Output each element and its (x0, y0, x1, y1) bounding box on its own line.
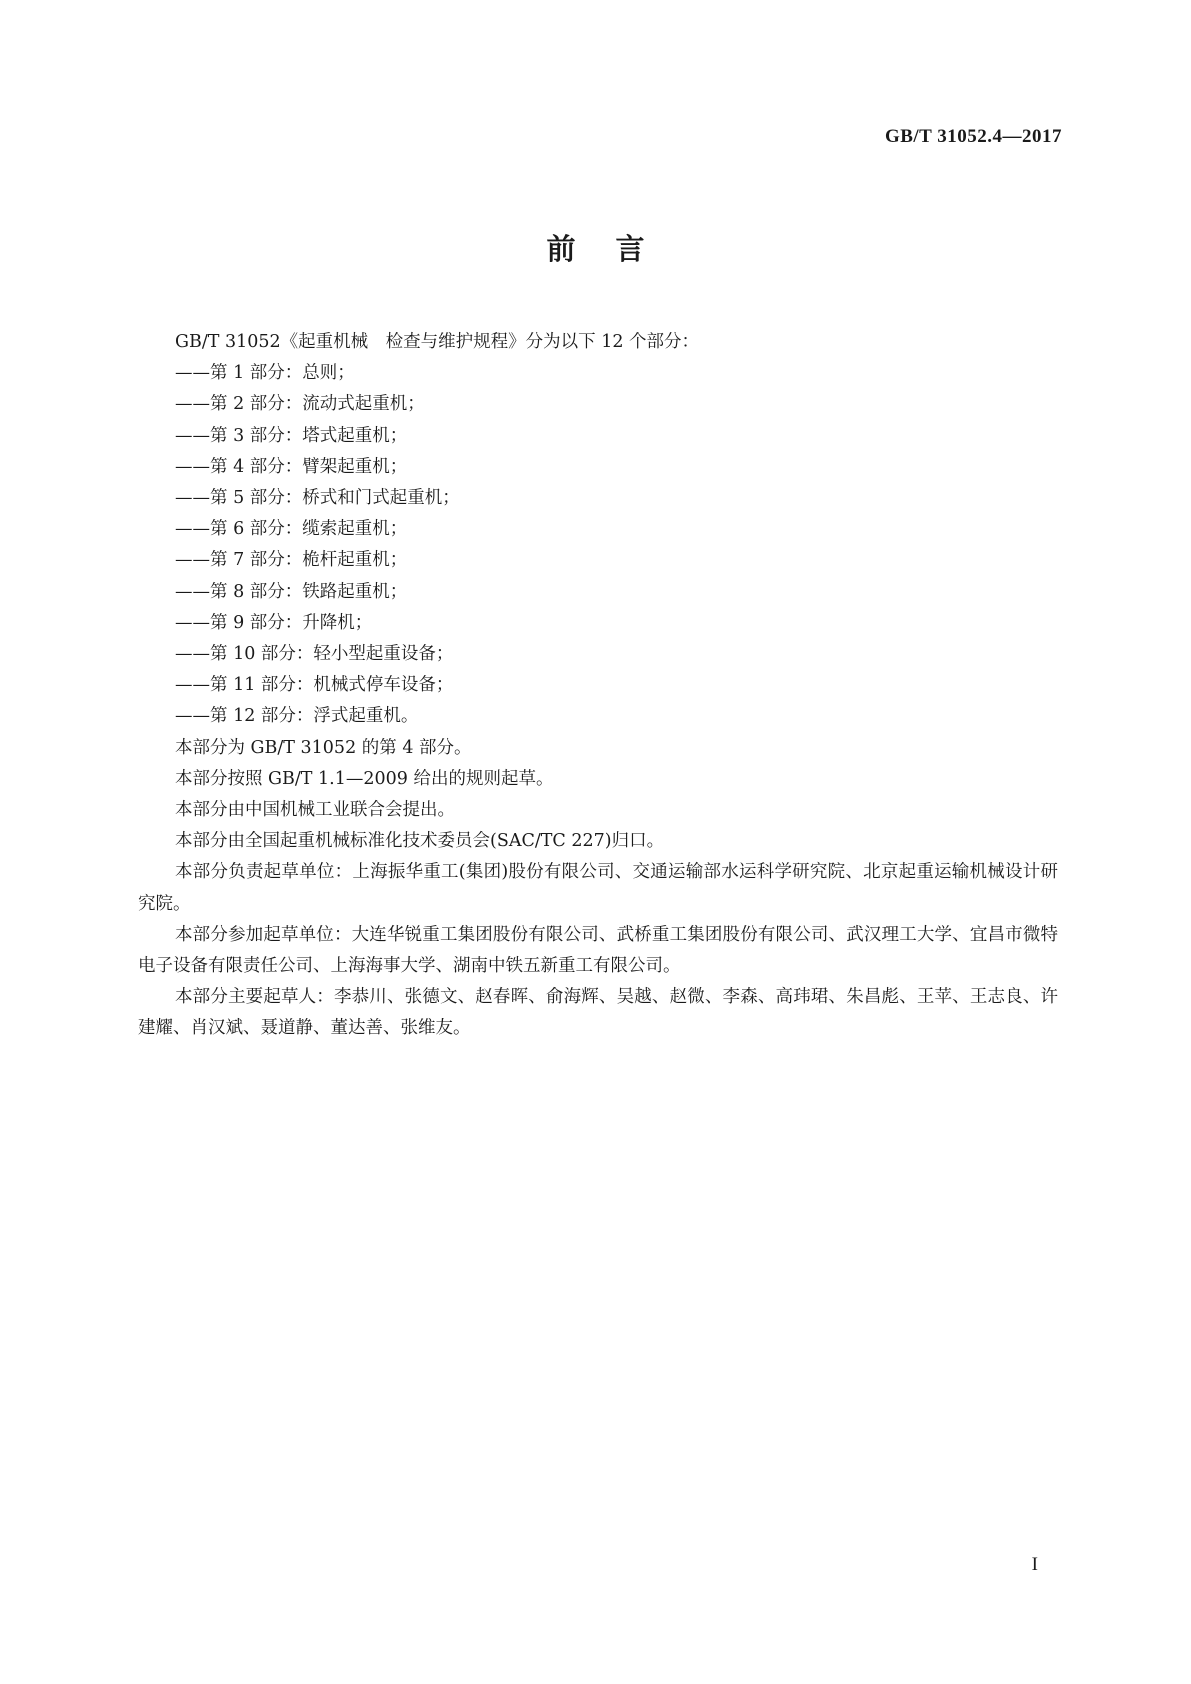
list-item: ——第 6 部分：缆索起重机； (175, 519, 408, 540)
page-number: I (1031, 1554, 1038, 1575)
list-item: ——第 11 部分：机械式停车设备； (175, 675, 454, 696)
main-drafters: 本部分主要起草人：李恭川、张德文、赵春晖、俞海辉、吴越、赵微、李森、高玮珺、朱昌彪、王苹、王志良、许建耀、肖汉斌、聂道静、董达善、张维友。 (138, 987, 1058, 1039)
list-item: ——第 4 部分：臂架起重机； (175, 456, 408, 477)
participating-drafting-units: 本部分参加起草单位：大连华锐重工集团股份有限公司、武桥重工集团股份有限公司、武汉理工大学、宜昌市微特电子设备有限责任公司、上海海事大学、湖南中铁五新重工有限公司。 (138, 924, 1058, 977)
list-item: ——第 2 部分：流动式起重机； (175, 394, 425, 415)
page-title: 前言 (546, 232, 685, 266)
intro-paragraph: GB/T 31052《起重机械 检查与维护规程》分为以下 12 个部分： (175, 332, 700, 352)
statement-paragraph: 本部分由全国起重机械标准化技术委员会(SAC/TC 227)归口。 (175, 831, 665, 852)
standard-number: GB/T 31052.4—2017 (884, 126, 1062, 147)
list-item: ——第 10 部分：轻小型起重设备； (175, 644, 454, 665)
list-item: ——第 1 部分：总则； (175, 363, 355, 384)
statement-paragraph: 本部分由中国机械工业联合会提出。 (175, 800, 455, 821)
list-item: ——第 3 部分：塔式起重机； (175, 425, 408, 446)
list-item: ——第 7 部分：桅杆起重机； (175, 550, 408, 571)
list-item: ——第 5 部分：桥式和门式起重机； (175, 488, 460, 509)
lead-drafting-units: 本部分负责起草单位：上海振华重工(集团)股份有限公司、交通运输部水运科学研究院、北京起重运输机械设计研究院。 (138, 862, 1058, 914)
document-body (138, 327, 1058, 1045)
statement-paragraph: 本部分按照 GB/T 1.1—2009 给出的规则起草。 (175, 768, 554, 789)
statement-paragraph: 本部分为 GB/T 31052 的第 4 部分。 (175, 737, 472, 758)
list-item: ——第 9 部分：升降机； (175, 612, 373, 633)
list-item: ——第 12 部分：浮式起重机。 (175, 706, 419, 727)
list-item: ——第 8 部分：铁路起重机； (175, 581, 408, 602)
